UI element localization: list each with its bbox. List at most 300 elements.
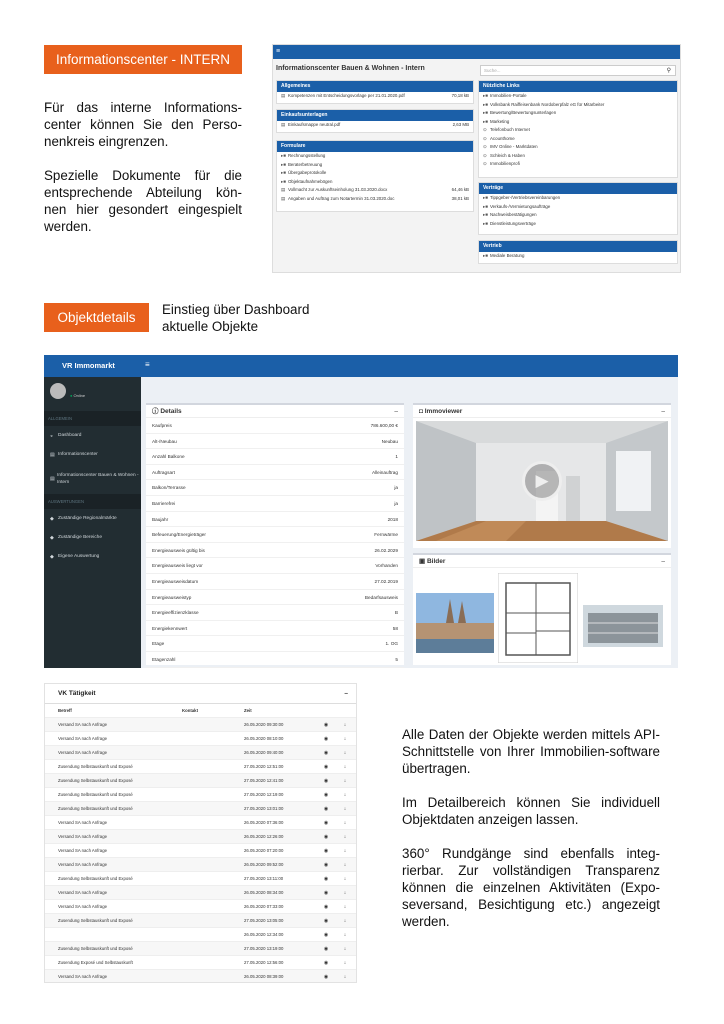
cell-zeit: 27.05.2020 12:51:00 — [244, 764, 284, 769]
cell-zeit: 26.05.2020 07:36:00 — [244, 820, 284, 825]
cell-betreff: Versand SA nach Anfrage — [58, 890, 107, 895]
folder-row[interactable] — [479, 92, 677, 101]
folder-icon: ▸■ — [483, 118, 488, 124]
link-icon: ⊙ — [483, 161, 487, 166]
eye-icon[interactable]: ◉ — [323, 778, 329, 784]
file-icon: ▤ — [281, 122, 286, 127]
file-name[interactable]: Angaben und Auftrag zum Notartermin 31.03.2020.doc — [288, 195, 395, 201]
panel-formulare — [276, 140, 474, 212]
collapse-icon[interactable]: – — [344, 690, 348, 697]
detail-row — [146, 527, 404, 543]
file-icon: ▤ — [281, 93, 286, 98]
section3-text — [402, 726, 660, 947]
detail-row — [146, 465, 404, 481]
link-icon: ⊙ — [483, 135, 487, 141]
table-row[interactable] — [45, 970, 356, 983]
detail-row — [146, 636, 404, 652]
folder-name[interactable]: Objektaufnahmebögen — [288, 178, 333, 184]
section1-text — [44, 99, 242, 252]
cell-kontakt — [182, 816, 244, 829]
folder-icon: ▸■ — [483, 93, 488, 98]
cell-kontakt — [182, 942, 244, 955]
folder-name[interactable]: Immobilien-Portale — [490, 93, 527, 98]
vk-taetigkeit-screenshot — [44, 683, 357, 983]
vk-header — [45, 684, 356, 704]
col-kontakt[interactable]: Kontakt — [182, 708, 198, 713]
detail-label: Befeuerung/Energieträger — [152, 532, 206, 538]
folder-icon: ▸■ — [281, 178, 286, 184]
user-panel — [44, 377, 141, 411]
table-row[interactable] — [45, 732, 356, 746]
detail-value: 27.02.2019 — [374, 578, 398, 584]
folder-row[interactable] — [277, 152, 473, 161]
detail-value: 1 — [395, 454, 398, 460]
cell-betreff: Zusendung Selbstauskunft und Exposé — [58, 792, 133, 797]
detail-label: Baujahr — [152, 516, 169, 522]
detail-label: Balkon/Terrasse — [152, 485, 186, 491]
download-icon[interactable]: ↓ — [343, 904, 347, 910]
folder-row[interactable] — [479, 126, 677, 135]
cell-kontakt — [182, 788, 244, 801]
download-icon[interactable]: ↓ — [343, 932, 347, 938]
detail-value: 5 — [395, 656, 398, 662]
menu-icon[interactable]: ≡ — [276, 48, 281, 55]
detail-row — [146, 574, 404, 590]
cell-betreff: Versand SA nach Anfrage — [58, 736, 107, 741]
detail-row — [146, 652, 404, 668]
detail-label: Kaufpreis — [152, 423, 172, 428]
sidebar — [44, 377, 141, 668]
detail-label: Etagenzahl — [152, 656, 176, 662]
download-icon[interactable]: ↓ — [343, 946, 347, 952]
sidebar-item[interactable] — [44, 509, 141, 528]
file-size: 38,01 kB — [451, 195, 469, 201]
detail-label: Energiekennwert — [152, 625, 188, 631]
detail-row — [146, 496, 404, 512]
sidebar-item-label: Informationscenter — [58, 452, 98, 457]
cell-kontakt — [182, 900, 244, 913]
cell-kontakt — [182, 858, 244, 871]
section3-paragraph2: Im Detailbereich können Sie individuell Objektdaten anzeigen lassen. — [402, 795, 660, 827]
menu-icon[interactable]: ≡ — [145, 360, 150, 369]
panel-allgemeines-title: Allgemeines — [277, 81, 473, 92]
cell-betreff: Versand SA nach Anfrage — [58, 862, 107, 867]
panel-vertrieb — [478, 240, 678, 264]
vk-title: VK Tätigkeit — [58, 690, 96, 697]
sidebar-item-label: Eigene Auswertung — [58, 554, 100, 559]
cell-zeit: 27.05.2020 13:19:00 — [244, 946, 284, 951]
folder-icon: ▸■ — [483, 220, 488, 226]
collapse-icon[interactable]: – — [661, 558, 665, 565]
cell-zeit: 26.05.2020 09:40:00 — [244, 750, 284, 755]
cell-zeit: 26.05.2020 09:30:00 — [244, 722, 284, 727]
sidebar-icon: ◆ — [50, 553, 54, 560]
cell-kontakt — [182, 774, 244, 787]
cell-kontakt — [182, 746, 244, 759]
detail-value: 1. OG — [385, 641, 398, 647]
folder-icon: ▸■ — [483, 195, 488, 200]
section-tag-informationscenter: Informationscenter - INTERN — [44, 45, 242, 74]
folder-row[interactable] — [277, 169, 473, 178]
table-row[interactable] — [45, 760, 356, 774]
eye-icon[interactable]: ◉ — [323, 890, 329, 896]
eye-icon[interactable]: ◉ — [323, 918, 329, 924]
folder-name[interactable]: Mediale Beratung — [490, 253, 525, 258]
immoviewer-box — [413, 403, 671, 548]
table-row[interactable] — [45, 872, 356, 886]
eye-icon[interactable]: ◉ — [323, 792, 329, 798]
folder-row[interactable] — [479, 152, 677, 161]
cell-betreff: Versand SA nach Anfrage — [58, 820, 107, 825]
detail-label: Auftragsart — [152, 469, 175, 475]
eye-icon[interactable]: ◉ — [323, 904, 329, 910]
file-row[interactable] — [277, 186, 473, 195]
cell-kontakt — [182, 970, 244, 983]
cell-betreff: Zusendung Selbstauskunft und Exposé — [58, 946, 133, 951]
cell-zeit: 27.05.2020 13:11:00 — [244, 876, 284, 881]
panel-allgemeines — [276, 80, 474, 104]
table-row[interactable] — [45, 942, 356, 956]
section1-paragraph1: Für das interne Informations-center können Sie den Perso-nenkreis eingrenzen. — [44, 100, 242, 149]
table-row[interactable] — [45, 802, 356, 816]
table-row[interactable] — [45, 774, 356, 788]
folder-name[interactable]: Tippgeber-/Vertriebsvereinbarungen — [490, 195, 561, 200]
cell-kontakt — [182, 830, 244, 843]
cell-zeit: 27.05.2020 12:19:00 — [244, 792, 284, 797]
sidebar-item[interactable] — [44, 426, 141, 445]
cell-zeit: 26.05.2020 09:52:00 — [244, 862, 284, 867]
cell-betreff: Versand SA nach Anfrage — [58, 904, 107, 909]
col-betreff[interactable]: Betreff — [58, 708, 72, 713]
detail-row — [146, 480, 404, 496]
sidebar-item-label: Dashboard — [58, 433, 82, 438]
detail-label: Energieausweis gültig bis — [152, 547, 205, 553]
table-row[interactable] — [45, 788, 356, 802]
folder-name[interactable]: Volksbank Raiffeisenbank Nordoberpfalz eG für Mitarbeiter — [490, 101, 605, 107]
bilder-header: ▣ Bilder – — [413, 555, 671, 568]
detail-label: Alt-/Neubau — [152, 438, 177, 444]
cell-kontakt — [182, 872, 244, 885]
cell-kontakt — [182, 760, 244, 773]
eye-icon[interactable]: ◉ — [323, 932, 329, 938]
cell-betreff: Versand SA nach Anfrage — [58, 848, 107, 853]
photo-building[interactable] — [583, 605, 663, 647]
sidebar-item-label: Informationscenter Bauen & Wohnen - Intern — [57, 473, 139, 485]
sidebar-head-auswertungen: AUSWERTUNGEN — [44, 494, 141, 509]
vk-table-header — [45, 704, 356, 718]
play-icon[interactable]: ▶ — [522, 461, 562, 501]
sidebar-item[interactable] — [44, 464, 141, 494]
info-icon: ⓘ — [152, 408, 161, 415]
cell-kontakt — [182, 718, 244, 731]
eye-icon[interactable]: ◉ — [323, 820, 329, 826]
table-row[interactable] — [45, 830, 356, 844]
top-navbar — [44, 355, 678, 377]
download-icon[interactable]: ↓ — [343, 736, 347, 742]
infocenter-search-input[interactable] — [480, 65, 676, 76]
folder-icon: ▸■ — [281, 170, 286, 175]
cell-betreff: Zusendung Exposé und Selbstauskunft — [58, 960, 133, 965]
detail-row — [146, 558, 404, 574]
folder-row[interactable] — [479, 101, 677, 110]
folder-row[interactable] — [277, 178, 473, 187]
table-row[interactable] — [45, 746, 356, 760]
sidebar-icon: ▤ — [50, 475, 55, 482]
download-icon[interactable]: ↓ — [343, 876, 347, 882]
file-row[interactable] — [277, 121, 473, 130]
detail-row — [146, 543, 404, 559]
folder-row[interactable] — [479, 143, 677, 152]
cell-zeit: 27.05.2020 12:41:00 — [244, 778, 284, 783]
table-row[interactable] — [45, 816, 356, 830]
eye-icon[interactable]: ◉ — [323, 750, 329, 756]
download-icon[interactable]: ↓ — [343, 778, 347, 784]
panel-links — [478, 80, 678, 178]
eye-icon[interactable]: ◉ — [323, 722, 329, 728]
cell-zeit: 26.05.2020 07:33:00 — [244, 904, 284, 909]
infocenter-topbar — [273, 45, 680, 59]
infocenter-title: Informationscenter Bauen & Wohnen - Intern — [276, 65, 425, 72]
folder-row[interactable] — [479, 203, 677, 212]
details-box — [146, 403, 404, 665]
detail-label: Anzahl Balkone — [152, 454, 185, 460]
detail-label: Energieeffizienzklasse — [152, 610, 199, 616]
folder-name[interactable]: Bewertung/Bewertungsunterlagen — [490, 110, 557, 115]
sidebar-icon: ▤ — [50, 451, 55, 458]
panel-einkauf-title: Einkaufsunterlagen — [277, 110, 473, 121]
cell-betreff: Versand SA nach Anfrage — [58, 750, 107, 755]
table-row[interactable] — [45, 844, 356, 858]
table-row[interactable] — [45, 914, 356, 928]
eye-icon[interactable]: ◉ — [323, 876, 329, 882]
table-row[interactable] — [45, 956, 356, 970]
detail-row — [146, 434, 404, 450]
folder-name[interactable]: Verkaufs-/Vermietungsaufträge — [490, 203, 551, 209]
folder-icon: ▸■ — [483, 101, 488, 107]
folder-name[interactable]: Acounthome — [490, 135, 515, 141]
download-icon[interactable]: ↓ — [343, 750, 347, 756]
cell-kontakt — [182, 928, 244, 941]
download-icon[interactable]: ↓ — [343, 806, 347, 812]
eye-icon[interactable]: ◉ — [323, 862, 329, 868]
cell-kontakt — [182, 844, 244, 857]
detail-value: Neubau — [381, 438, 398, 444]
folder-row[interactable] — [479, 160, 677, 169]
panel-vertraege-title: Verträge — [479, 183, 677, 194]
detail-value: Vorhanden — [375, 563, 398, 569]
sidebar-icon: ◒ — [50, 432, 54, 439]
cell-zeit: 26.05.2020 07:20:00 — [244, 848, 284, 853]
detail-label: Energieausweistyp — [152, 594, 192, 600]
file-name[interactable]: Vollmacht zur Auskunftseinholung 31.03.2020.docx — [288, 187, 388, 192]
folder-name[interactable]: Immobilienprofi — [490, 161, 520, 166]
file-name[interactable]: Einkaufsmappe neutral.pdf — [288, 122, 341, 127]
search-icon[interactable]: ⚲ — [666, 68, 671, 74]
file-size: 70,18 kB — [451, 93, 469, 98]
table-row[interactable] — [45, 928, 356, 942]
panel-formulare-title: Formulare — [277, 141, 473, 152]
sidebar-item[interactable] — [44, 445, 141, 464]
folder-row[interactable] — [479, 109, 677, 118]
sidebar-item[interactable] — [44, 528, 141, 547]
sidebar-item-label: Zuständige Bereiche — [58, 535, 102, 540]
section3-paragraph1: Alle Daten der Objekte werden mittels API-Schnittstelle von Ihrer Immobilien-software übertragen. — [402, 727, 660, 776]
detail-value: 2018 — [387, 516, 398, 522]
cell-zeit: 26.05.2020 08:39:00 — [244, 974, 284, 979]
download-icon[interactable]: ↓ — [343, 848, 347, 854]
detail-value: ja — [394, 485, 398, 491]
cell-betreff: Zusendung Selbstauskunft und Exposé — [58, 806, 133, 811]
cell-zeit: 26.05.2020 12:26:00 — [244, 834, 284, 839]
eye-icon[interactable]: ◉ — [323, 974, 329, 980]
folder-name[interactable]: Schleich & Haben — [490, 152, 525, 158]
camera-icon: ◘ — [419, 408, 425, 415]
download-icon[interactable]: ↓ — [343, 792, 347, 798]
panorama-viewer[interactable] — [416, 421, 668, 541]
cell-zeit: 27.05.2020 12:56:00 — [244, 960, 284, 965]
cell-betreff — [45, 928, 182, 941]
collapse-icon[interactable]: – — [394, 408, 398, 415]
folder-name[interactable]: Marketing — [490, 118, 510, 124]
folder-name[interactable]: Rechnungsstellung — [288, 153, 326, 158]
folder-row[interactable] — [479, 194, 677, 203]
file-row[interactable] — [277, 195, 473, 204]
image-icon: ▣ — [419, 558, 427, 565]
download-icon[interactable]: ↓ — [343, 890, 347, 896]
file-icon: ▤ — [281, 195, 286, 201]
download-icon[interactable]: ↓ — [343, 722, 347, 728]
detail-value: 58 — [392, 625, 398, 631]
download-icon[interactable]: ↓ — [343, 918, 347, 924]
section3-paragraph3: 360° Rundgänge sind ebenfalls integ-rierbar. Zur vollständigen Transparenz können die einzelnen Aktivitäten (Expo-seversand, Besichtigung etc.) angezeigt werden. — [402, 846, 660, 929]
folder-row[interactable] — [479, 135, 677, 144]
folder-name[interactable]: Beraterbetreuung — [288, 161, 323, 167]
cell-betreff: Zusendung Selbstauskunft und Exposé — [58, 918, 133, 923]
online-status: ● Online — [70, 393, 86, 398]
link-icon: ⊙ — [483, 152, 487, 158]
folder-name[interactable]: Telefonbuch Internet — [490, 127, 530, 132]
panel-vertrieb-title: Vertrieb — [479, 241, 677, 252]
link-icon: ⊙ — [483, 144, 487, 149]
cell-betreff: Zusendung Selbstauskunft und Exposé — [58, 778, 133, 783]
objektdetails-screenshot — [44, 355, 678, 668]
detail-row — [146, 512, 404, 528]
folder-icon: ▸■ — [281, 161, 286, 167]
eye-icon[interactable]: ◉ — [323, 764, 329, 770]
detail-value: Alleinauftrag — [371, 469, 398, 475]
folder-icon: ▸■ — [483, 253, 488, 258]
folder-icon: ▸■ — [281, 153, 286, 158]
download-icon[interactable]: ↓ — [343, 820, 347, 826]
cell-betreff: Versand SA nach Anfrage — [58, 722, 107, 727]
eye-icon[interactable]: ◉ — [323, 834, 329, 840]
brand-logo[interactable]: VR Immomarkt — [62, 361, 115, 370]
detail-label: Energieausweis liegt vor — [152, 563, 203, 569]
infocenter-screenshot — [272, 44, 681, 273]
file-name[interactable]: Kompetenzen mit Entscheidungsvorlage per 21.01.2020.pdf — [288, 93, 405, 98]
cell-kontakt — [182, 886, 244, 899]
file-row[interactable] — [277, 92, 473, 101]
details-header: ⓘ Details – — [146, 405, 404, 418]
table-row[interactable] — [45, 886, 356, 900]
cell-kontakt — [182, 914, 244, 927]
folder-row[interactable] — [277, 161, 473, 170]
detail-value: 26.02.2029 — [374, 547, 398, 553]
folder-name[interactable]: IMV Online - Marktdaten — [490, 144, 538, 149]
folder-icon: ▸■ — [483, 203, 488, 209]
detail-row — [146, 449, 404, 465]
cell-betreff: Versand SA nach Anfrage — [58, 834, 107, 839]
cell-zeit: 27.05.2020 13:05:00 — [244, 918, 284, 923]
folder-row[interactable] — [479, 220, 677, 229]
cell-kontakt — [182, 956, 244, 969]
eye-icon[interactable]: ◉ — [323, 960, 329, 966]
folder-row[interactable] — [479, 252, 677, 261]
col-zeit[interactable]: Zeit — [244, 708, 252, 713]
eye-icon[interactable]: ◉ — [323, 806, 329, 812]
detail-value: Fernwärme — [374, 532, 398, 538]
avatar[interactable] — [50, 383, 66, 399]
section2-caption — [162, 301, 309, 335]
cell-betreff: Versand SA nach Anfrage — [58, 974, 107, 979]
eye-icon[interactable]: ◉ — [323, 736, 329, 742]
download-icon[interactable]: ↓ — [343, 862, 347, 868]
eye-icon[interactable]: ◉ — [323, 946, 329, 952]
download-icon[interactable]: ↓ — [343, 960, 347, 966]
detail-value: Bedarfsausweis — [364, 594, 398, 600]
detail-row — [146, 418, 404, 434]
sidebar-icon: ◆ — [50, 534, 54, 541]
folder-name[interactable]: Dienstleistungsverträge — [490, 220, 536, 226]
panel-links-title: Nützliche Links — [479, 81, 677, 92]
cell-zeit: 26.05.2020 08:34:00 — [244, 890, 284, 895]
cell-kontakt — [182, 802, 244, 815]
immoviewer-header: ◘ Immoviewer – — [413, 405, 671, 418]
search-placeholder: Suche... — [484, 68, 501, 73]
sidebar-item[interactable] — [44, 547, 141, 566]
download-icon[interactable]: ↓ — [343, 974, 347, 980]
caption-line2: aktuelle Objekte — [162, 319, 259, 334]
collapse-icon[interactable]: – — [661, 408, 665, 415]
panel-vertraege — [478, 182, 678, 235]
cell-betreff: Zusendung Selbstauskunft und Exposé — [58, 764, 133, 769]
table-row[interactable] — [45, 718, 356, 732]
photo-floorplan[interactable] — [498, 573, 578, 663]
sidebar-icon: ◆ — [50, 515, 54, 522]
table-row[interactable] — [45, 900, 356, 914]
detail-value: ja — [394, 500, 398, 506]
download-icon[interactable]: ↓ — [343, 764, 347, 770]
cell-zeit: 27.05.2020 13:01:00 — [244, 806, 284, 811]
photo-city[interactable] — [416, 593, 494, 653]
sidebar-head-allgemein: ALLGEMEIN — [44, 411, 141, 426]
detail-value: B — [394, 610, 398, 616]
folder-row[interactable] — [479, 211, 677, 220]
eye-icon[interactable]: ◉ — [323, 848, 329, 854]
folder-icon: ▸■ — [483, 110, 488, 115]
cell-kontakt — [182, 732, 244, 745]
folder-name[interactable]: Nachweisbestätigungen — [490, 212, 537, 217]
folder-icon: ▸■ — [483, 212, 488, 217]
detail-row — [146, 621, 404, 637]
detail-value: 786.600,00 € — [370, 423, 398, 428]
table-row[interactable] — [45, 858, 356, 872]
folder-row[interactable] — [479, 118, 677, 127]
download-icon[interactable]: ↓ — [343, 834, 347, 840]
folder-name[interactable]: Übergabeprotokolle — [288, 170, 327, 175]
detail-label: Etage — [152, 641, 165, 647]
detail-label: Barrierefrei — [152, 500, 176, 506]
